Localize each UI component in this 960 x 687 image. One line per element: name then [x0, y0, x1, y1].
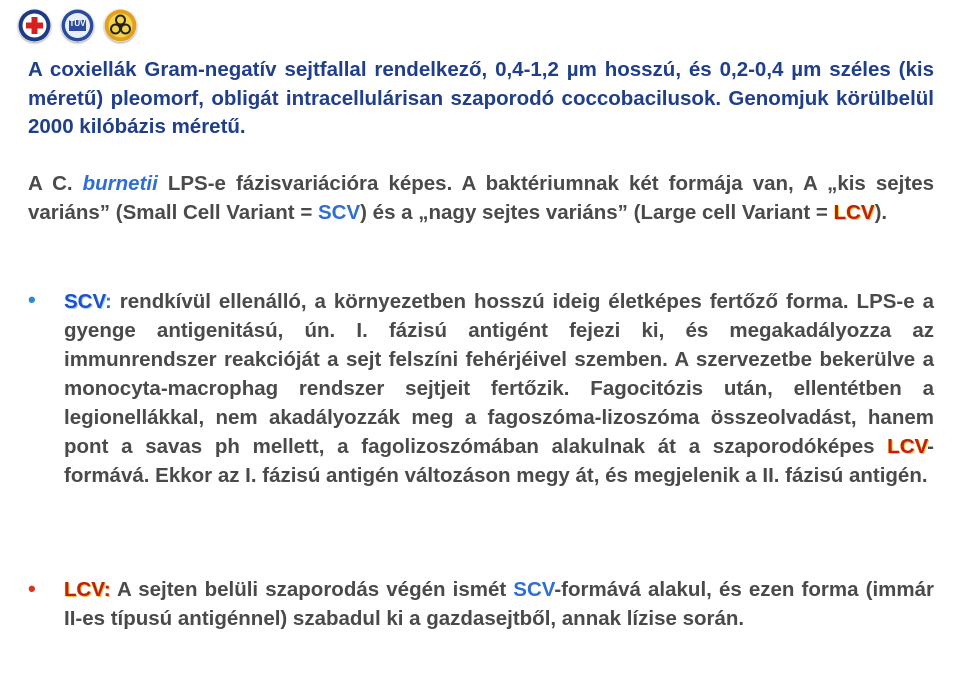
lcv-term: LCV:	[64, 578, 111, 601]
p2-end: ).	[874, 200, 888, 224]
p2-lead: A C.	[28, 172, 83, 195]
p2-lcv-term: LCV	[833, 200, 875, 224]
medical-cross-icon	[18, 9, 51, 42]
scv-text-1: rendkívül ellenálló, a környezetben hosszú ideig életképes fertőző forma. LPS-e a gyenge antigenitású, ún. I. fázisú antigént fejezi ki, és megakadályozza az immunrendszer reakcióját a sejt felszíni fehérjéivel szemben. A szervezetbe bekerülve a monocyta-macrophag rendszer sejtjeit fertőzik. Fagocitózis után, ellentétben a legionellákkal, nem akadályozzák meg a fagoszóma-lizoszóma összeolvadást, hanem pont a savas ph mellett, a fagolizoszómában alakulnak át a szaporodóképes	[64, 290, 934, 458]
scv-colon: :	[105, 290, 112, 313]
intro-paragraph	[28, 56, 934, 142]
lcv-text-2: -formává alakul, és ezen forma (immár II-es típusú antigénnel) szabadul ki a gazdasejtből, annak lízise során.	[64, 578, 934, 630]
biohazard-icon	[104, 9, 137, 42]
phase-variation-paragraph	[28, 170, 934, 227]
medical-cross-logo	[18, 9, 51, 42]
p2-mid2: ) és a „nagy sejtes variáns” (Large cell Variant =	[360, 200, 834, 224]
biohazard-logo	[104, 9, 137, 42]
scv-text-2: -formává. Ekkor az I. fázisú antigén változáson megy át, és megjelenik a II. fázisú antigén.	[64, 435, 934, 487]
scv-lcv-term: LCV	[887, 435, 928, 458]
p2-scv-term: SCV	[317, 200, 361, 224]
tuv-logo-text: TÜV	[69, 19, 86, 28]
lcv-text-1: A sejten belüli szaporodás végén ismét	[110, 578, 514, 601]
species-name: burnetii	[82, 172, 158, 195]
intro-text: A coxiellák Gram-negatív sejtfallal rendelkező, 0,4-1,2 µm hosszú, és 0,2-0,4 µm széles (kis méretű) pleomorf, obligát intracellulárisan szaporodó coccobacilusok. Genomjuk körülbelül 2000 kilóbázis méretű.	[28, 58, 934, 138]
bullet-marker-scv: •	[28, 287, 36, 312]
tuv-logo	[61, 9, 94, 42]
logo-row	[18, 9, 137, 42]
lcv-bullet-paragraph	[64, 575, 934, 633]
scv-term: SCV	[64, 290, 106, 313]
scv-bullet-paragraph	[64, 287, 934, 490]
bullet-marker-lcv: •	[28, 576, 36, 601]
p2-mid: LPS-e fázisvariációra képes. A baktériumnak két formája van, A „kis sejtes variáns” (Small Cell Variant =	[28, 172, 934, 224]
lcv-scv-term: SCV	[513, 578, 555, 601]
